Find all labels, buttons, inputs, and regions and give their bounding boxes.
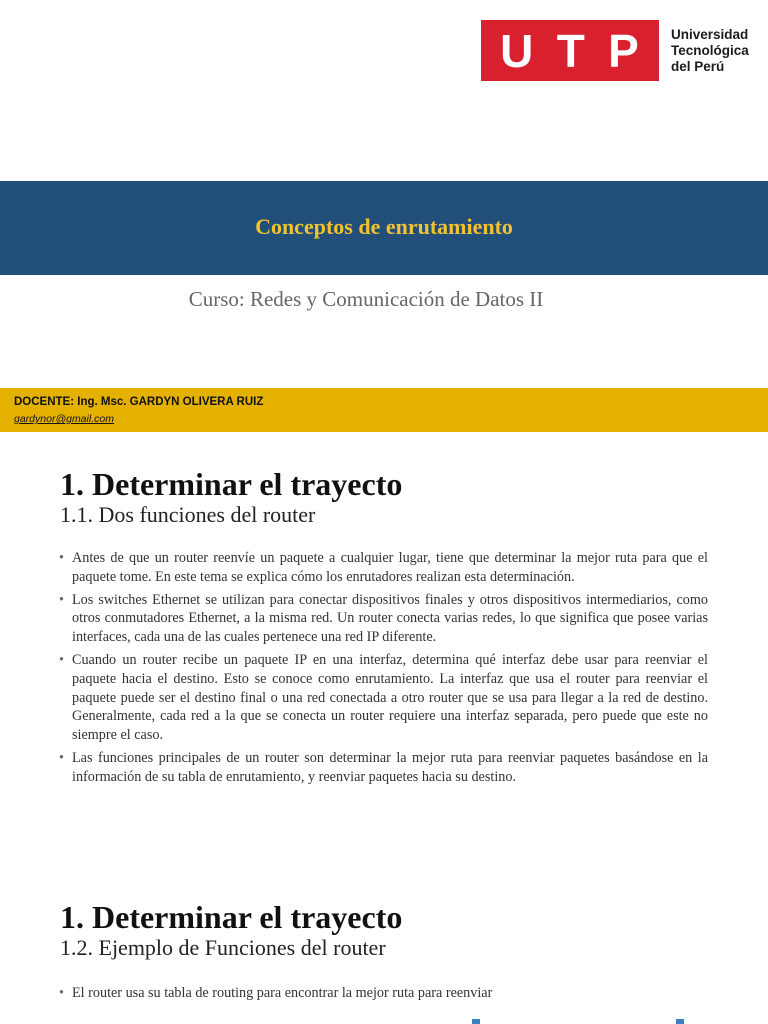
diagram-fragment-right [676,1019,684,1024]
bullet-item: • Antes de que un router reenvíe un paquete a cualquier lugar, tiene que determinar la mejor ruta para que el paquete tome. En este tema se explica cómo los enrutadores realizan esta determinación. [60,549,708,587]
utp-logo [481,20,753,82]
logo-letter-t: T [556,24,586,77]
logo-name-line-1: Universidad [671,27,749,42]
title-band [0,181,768,275]
diagram-fragment-left [472,1019,480,1024]
utp-logo-mark [481,20,659,81]
section-1-subtitle: 1.1. Dos funciones del router [60,502,316,527]
logo-name-line-3: del Perú [671,59,725,74]
logo-letter-p: P [608,24,640,77]
bullet-item: • El router usa su tabla de routing para encontrar la mejor ruta para reenviar [60,984,708,1003]
bullet-item: • Los switches Ethernet se utilizan para conectar dispositivos finales y otros dispositivos intermediarios, como otros conmutadores Ethernet, a la misma red. Un router conecta varias redes, lo que significa que posee varias interfaces, cada una de las cuales pertenece una red IP diferente. [60,591,708,647]
section-2-subtitle: 1.2. Ejemplo de Funciones del router [60,935,386,960]
bullet-item: • Cuando un router recibe un paquete IP en una interfaz, determina qué interfaz debe usar para reenviar el paquete hacia el destino. Esto se conoce como enrutamiento. La interfaz que usa el router para reenviar el paquete puede ser el destino final o una red conectada a otro router que se usa para llegar a la red de destino. Generalmente, cada red a la que se conecta un router requiere una interfaz separada, pero puede que este no siempre el caso. [60,651,708,745]
section-1-heading [60,466,720,528]
page-title: Conceptos de enrutamiento [255,214,513,239]
teacher-name: DOCENTE: Ing. Msc. GARDYN OLIVERA RUIZ [14,396,264,408]
logo-letter-u: U [500,24,535,77]
bullet-item: • Las funciones principales de un router son determinar la mejor ruta para reenviar paquetes basándose en la información de su tabla de enrutamiento, y reenviar paquetes hacia su destino. [60,749,708,787]
logo-university-name [671,27,749,75]
teacher-bar [0,388,768,432]
logo-name-line-2: Tecnológica [671,43,749,58]
section-2-title: 1. Determinar el trayecto [60,899,403,935]
section-2-bullet-list [60,984,708,1007]
teacher-email-link[interactable]: gardynor@gmail.com [14,413,114,425]
course-name: Curso: Redes y Comunicación de Datos II [188,287,544,311]
section-1-bullet-list [60,549,708,791]
section-2-heading [60,899,720,961]
section-1-title: 1. Determinar el trayecto [60,466,403,502]
